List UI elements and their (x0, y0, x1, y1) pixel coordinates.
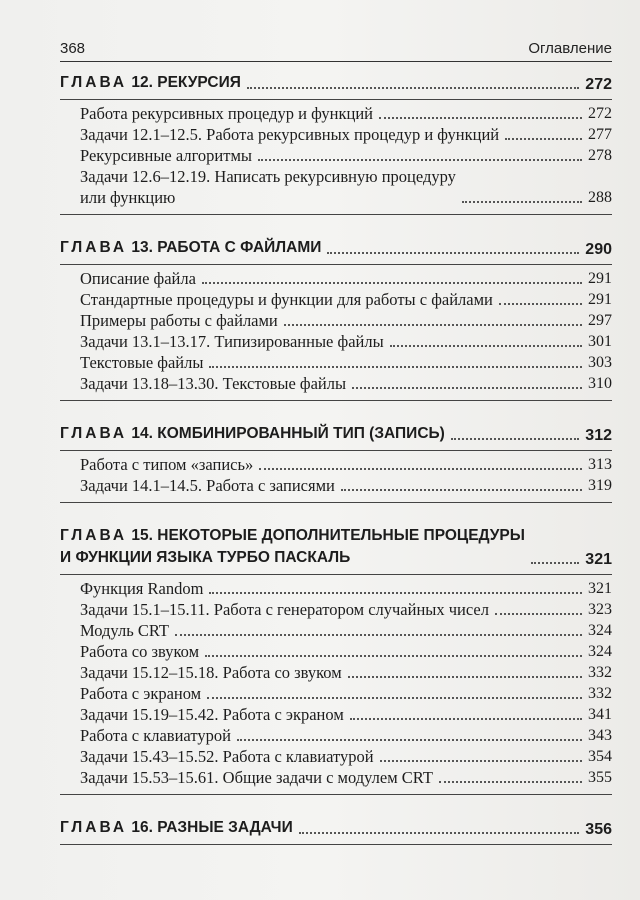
dot-leader (499, 303, 582, 305)
toc-entry (80, 289, 612, 310)
entry-page: 301 (588, 333, 612, 350)
chapter-label: ГЛАВА (60, 239, 128, 256)
chapter-title: 16. РАЗНЫЕ ЗАДАЧИ (131, 819, 293, 836)
entry-title: Описание файла (80, 269, 196, 288)
entry-page: 341 (588, 706, 612, 723)
toc-entry (80, 746, 612, 767)
dot-leader (341, 489, 582, 491)
dot-leader (284, 324, 582, 326)
toc-entry (80, 454, 612, 475)
entry-title: Задачи 15.1–15.11. Работа с генератором случайных чисел (80, 600, 489, 619)
entry-page: 288 (588, 189, 612, 206)
entry-page: 321 (588, 580, 612, 597)
chapter-entries (60, 575, 612, 795)
entry-page: 355 (588, 769, 612, 786)
section-title: Оглавление (528, 40, 612, 57)
dot-leader (327, 252, 579, 254)
dot-leader (237, 739, 582, 741)
table-of-contents (60, 66, 612, 861)
chapter-label: ГЛАВА (60, 425, 128, 442)
entry-page: 343 (588, 727, 612, 744)
entry-title: Модуль CRT (80, 621, 169, 640)
toc-entry (80, 662, 612, 683)
chapter-13 (60, 231, 612, 401)
entry-title: Задачи 12.1–12.5. Работа рекурсивных процедур и функций (80, 125, 500, 144)
toc-entry (80, 599, 612, 620)
chapter-heading (60, 519, 612, 575)
toc-entry (80, 683, 612, 704)
chapter-label: ГЛАВА (60, 819, 128, 836)
running-header (60, 40, 612, 62)
entry-page: 332 (588, 685, 612, 702)
chapter-15 (60, 519, 612, 795)
toc-entry (80, 641, 612, 662)
entry-page: 303 (588, 354, 612, 371)
entry-page: 278 (588, 147, 612, 164)
dot-leader (439, 781, 582, 783)
toc-entry (80, 704, 612, 725)
dot-leader (258, 159, 582, 161)
chapter-page: 272 (585, 76, 612, 93)
dot-leader (207, 697, 582, 699)
entry-title: Задачи 15.12–15.18. Работа со звуком (80, 663, 342, 682)
entry-title: Задачи 15.53–15.61. Общие задачи с модулем CRT (80, 768, 433, 787)
entry-page: 319 (588, 477, 612, 494)
chapter-title: 14. КОМБИНИРОВАННЫЙ ТИП (ЗАПИСЬ) (131, 425, 445, 442)
toc-entry (80, 166, 612, 208)
dot-leader (175, 634, 582, 636)
entry-title: Работа с клавиатурой (80, 726, 231, 745)
dot-leader (352, 387, 582, 389)
dot-leader (379, 117, 582, 119)
dot-leader (451, 438, 579, 440)
dot-leader (505, 138, 582, 140)
entry-title: Примеры работы с файлами (80, 311, 278, 330)
entry-page: 323 (588, 601, 612, 618)
toc-entry (80, 620, 612, 641)
entry-page: 297 (588, 312, 612, 329)
dot-leader (259, 468, 582, 470)
dot-leader (462, 201, 582, 203)
entry-page: 291 (588, 270, 612, 287)
dot-leader (348, 676, 582, 678)
chapter-page: 312 (585, 427, 612, 444)
entry-page: 313 (588, 456, 612, 473)
chapter-label: ГЛАВА (60, 527, 128, 544)
toc-entry (80, 310, 612, 331)
toc-entry (80, 767, 612, 788)
chapter-page: 321 (585, 551, 612, 568)
chapter-entries (60, 451, 612, 503)
dot-leader (209, 592, 582, 594)
chapter-16 (60, 811, 612, 845)
entry-title: Задачи 15.19–15.42. Работа с экраном (80, 705, 344, 724)
dot-leader (380, 760, 582, 762)
dot-leader (205, 655, 582, 657)
entry-page: 324 (588, 643, 612, 660)
chapter-heading (60, 417, 612, 451)
dot-leader (202, 282, 582, 284)
entry-title: Рекурсивные алгоритмы (80, 146, 253, 165)
entry-title: Задачи 15.43–15.52. Работа с клавиатурой (80, 747, 374, 766)
chapter-page: 356 (585, 821, 612, 838)
entry-title: Задачи 12.6–12.19. Написать рекурсивную процедуру или функцию (80, 167, 456, 207)
toc-entry (80, 103, 612, 124)
dot-leader (299, 832, 580, 834)
toc-entry (80, 331, 612, 352)
toc-entry (80, 145, 612, 166)
chapter-label: ГЛАВА (60, 74, 128, 91)
toc-entry (80, 475, 612, 496)
entry-title: Работа с экраном (80, 684, 202, 703)
dot-leader (350, 718, 582, 720)
entry-title: Задачи 13.1–13.17. Типизированные файлы (80, 332, 384, 351)
chapter-heading (60, 66, 612, 100)
entry-title: Работа рекурсивных процедур и функций (80, 104, 373, 123)
chapter-heading (60, 811, 612, 845)
entry-page: 277 (588, 126, 612, 143)
entry-title: Задачи 13.18–13.30. Текстовые файлы (80, 374, 347, 393)
entry-title: Текстовые файлы (80, 353, 204, 372)
dot-leader (247, 87, 579, 89)
dot-leader (531, 562, 579, 564)
entry-title: Работа со звуком (80, 642, 200, 661)
chapter-title: 15. НЕКОТОРЫЕ ДОПОЛНИТЕЛЬНЫЕ ПРОЦЕДУРЫ И ФУНКЦИИ ЯЗЫКА ТУРБО ПАСКАЛЬ (60, 527, 525, 566)
entry-page: 272 (588, 105, 612, 122)
dot-leader (495, 613, 582, 615)
entry-page: 291 (588, 291, 612, 308)
entry-page: 332 (588, 664, 612, 681)
entry-page: 324 (588, 622, 612, 639)
entry-title: Стандартные процедуры и функции для работы с файлами (80, 290, 493, 309)
chapter-title: 13. РАБОТА С ФАЙЛАМИ (131, 239, 322, 256)
chapter-page: 290 (585, 241, 612, 258)
chapter-14 (60, 417, 612, 503)
toc-entry (80, 725, 612, 746)
dot-leader (390, 345, 582, 347)
page-number: 368 (60, 40, 86, 57)
entry-title: Задачи 14.1–14.5. Работа с записями (80, 476, 335, 495)
entry-title: Функция Random (80, 579, 204, 598)
toc-entry (80, 578, 612, 599)
dot-leader (209, 366, 582, 368)
chapter-entries (60, 100, 612, 215)
entry-page: 310 (588, 375, 612, 392)
entry-page: 354 (588, 748, 612, 765)
entry-title: Работа с типом «запись» (80, 455, 254, 474)
toc-entry (80, 373, 612, 394)
chapter-entries (60, 265, 612, 401)
chapter-12 (60, 66, 612, 215)
toc-entry (80, 352, 612, 373)
toc-entry (80, 268, 612, 289)
chapter-heading (60, 231, 612, 265)
chapter-title: 12. РЕКУРСИЯ (131, 74, 241, 91)
toc-entry (80, 124, 612, 145)
